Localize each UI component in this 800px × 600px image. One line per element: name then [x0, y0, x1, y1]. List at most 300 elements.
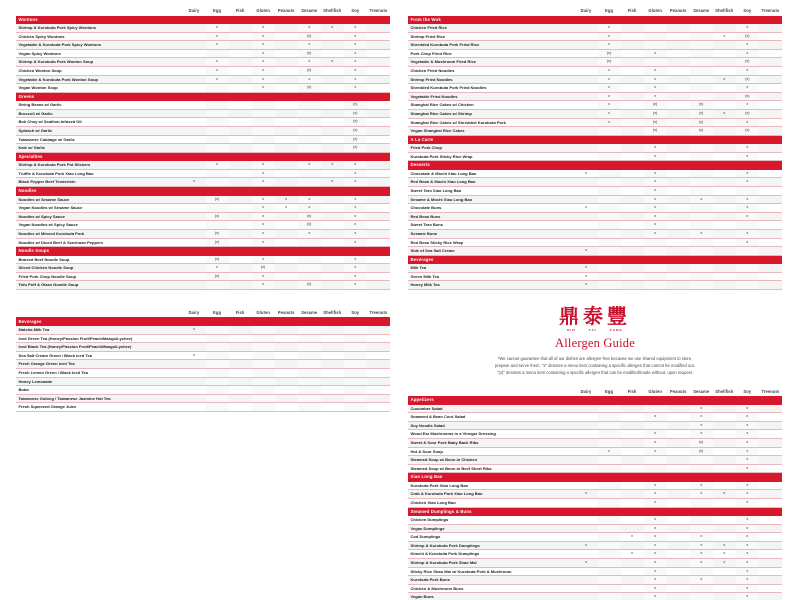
allergen-cell-soy: x	[736, 430, 759, 439]
allergen-cell-dairy	[574, 456, 597, 465]
menu-item-name: Vegetable & Kurobuta Pork Spicy Wontons	[16, 41, 182, 50]
allergen-cell-treenuts	[759, 195, 782, 204]
allergen-cell-shellfish	[713, 58, 736, 67]
menu-item-name: Shanghai Rice Cakes w/ Shredded Kurobuta Pork	[408, 118, 574, 127]
table-row	[408, 58, 782, 67]
allergen-table	[408, 387, 782, 600]
allergen-cell-sesame: x	[298, 161, 321, 169]
menu-item-name: Vegetable & Kurobuta Pork Wonton Soup	[16, 75, 182, 84]
menu-item-name: String Beans w/ Garlic	[16, 101, 182, 109]
allergen-cell-soy: x	[736, 152, 759, 161]
allergen-cell-peanuts	[275, 32, 298, 41]
allergen-cell-shellfish	[321, 66, 344, 75]
allergen-cell-soy	[344, 334, 367, 343]
allergen-cell-treenuts	[367, 386, 390, 395]
menu-item-name: Side of Sea Salt Cream	[408, 247, 574, 256]
allergen-cell-dairy	[574, 187, 597, 196]
allergen-cell-sesame	[690, 75, 713, 84]
allergen-cell-soy: (x)	[736, 109, 759, 118]
allergen-cell-peanuts	[667, 195, 690, 204]
allergen-cell-treenuts	[367, 161, 390, 169]
allergen-cell-gluten: x	[644, 430, 667, 439]
allergen-cell-treenuts	[367, 144, 390, 153]
section-title: Specialties	[16, 152, 390, 161]
column-header-shellfish: Shellfish	[713, 6, 736, 16]
allergen-cell-peanuts	[275, 118, 298, 127]
disclaimer-line-2: prepare and serve them. "x" denotes a menu item containing a specific allergen that cannot be modified out.	[495, 362, 695, 368]
menu-item-name: Fried Pork Chop	[408, 144, 574, 152]
table-body	[408, 16, 782, 290]
allergen-cell-gluten: x	[252, 229, 275, 238]
allergen-cell-egg: x	[206, 24, 229, 32]
menu-item-name: Shredded Kurobuta Pork Fried Noodles	[408, 84, 574, 93]
allergen-cell-egg	[598, 195, 621, 204]
allergen-cell-peanuts	[667, 559, 690, 568]
allergen-cell-gluten: x	[644, 550, 667, 559]
allergen-cell-soy: x	[344, 264, 367, 273]
allergen-cell-treenuts	[759, 58, 782, 67]
allergen-cell-sesame: (x)	[690, 109, 713, 118]
allergen-cell-treenuts	[367, 326, 390, 334]
allergen-cell-shellfish	[321, 394, 344, 403]
allergen-cell-sesame	[298, 144, 321, 153]
allergen-cell-gluten	[644, 464, 667, 473]
table-row	[16, 169, 390, 178]
allergen-cell-fish	[229, 377, 252, 386]
table-row	[408, 464, 782, 473]
table-row	[16, 204, 390, 213]
allergen-cell-egg	[206, 386, 229, 395]
allergen-cell-egg	[598, 559, 621, 568]
allergen-cell-peanuts	[667, 230, 690, 239]
allergen-cell-dairy	[574, 32, 597, 41]
allergen-cell-gluten: x	[644, 230, 667, 239]
allergen-cell-fish	[229, 394, 252, 403]
allergen-cell-treenuts	[759, 178, 782, 187]
menu-item-name: Vegan Shanghai Rice Cakes	[408, 127, 574, 136]
table-row	[16, 196, 390, 204]
allergen-cell-treenuts	[367, 281, 390, 290]
allergen-cell-shellfish	[713, 499, 736, 508]
allergen-cell-peanuts	[667, 550, 690, 559]
column-header-treenuts: Treenuts	[367, 6, 390, 16]
menu-item-name: Noodles w/ Minced Kurobuta Pork	[16, 229, 182, 238]
allergen-cell-dairy	[182, 238, 205, 247]
allergen-cell-peanuts	[275, 58, 298, 67]
table-row	[408, 212, 782, 221]
allergen-cell-sesame	[298, 178, 321, 187]
allergen-cell-gluten: x	[252, 212, 275, 221]
table-row	[16, 109, 390, 118]
allergen-cell-fish	[229, 238, 252, 247]
allergen-cell-gluten: x	[252, 66, 275, 75]
allergen-cell-gluten	[252, 144, 275, 153]
column-header-soy: Soy	[344, 308, 367, 318]
allergen-cell-gluten	[644, 24, 667, 32]
allergen-cell-sesame	[298, 238, 321, 247]
menu-item-name: Fresh Lemon Green / Black Iced Tea	[16, 368, 182, 377]
allergen-cell-fish	[621, 109, 644, 118]
table-row	[16, 84, 390, 93]
menu-item-name: Shanghai Rice Cakes w/ Shrimp	[408, 109, 574, 118]
allergen-cell-egg	[206, 368, 229, 377]
allergen-cell-egg: (x)	[206, 212, 229, 221]
allergen-cell-gluten	[644, 421, 667, 430]
menu-item-name: Kale w/ Garlic	[16, 144, 182, 153]
allergen-cell-dairy	[182, 264, 205, 273]
allergen-cell-treenuts	[759, 456, 782, 465]
allergen-cell-shellfish	[713, 66, 736, 75]
right-tables-top-container	[408, 6, 782, 290]
allergen-cell-egg	[598, 187, 621, 196]
allergen-cell-peanuts	[667, 66, 690, 75]
allergen-cell-treenuts	[367, 343, 390, 352]
allergen-cell-fish	[229, 144, 252, 153]
allergen-cell-egg: (x)	[598, 49, 621, 58]
allergen-cell-treenuts	[759, 221, 782, 230]
allergen-cell-egg: x	[598, 41, 621, 50]
menu-item-name: Truffle & Kurobuta Pork Xiao Long Bao	[16, 169, 182, 178]
menu-item-name: Sliced Chicken Noodle Soup	[16, 264, 182, 273]
allergen-cell-fish	[621, 413, 644, 422]
allergen-cell-gluten	[252, 326, 275, 334]
allergen-cell-soy: (x)	[344, 135, 367, 144]
table-row	[16, 272, 390, 281]
allergen-cell-dairy	[574, 499, 597, 508]
table-row	[16, 326, 390, 334]
allergen-cell-sesame	[298, 272, 321, 281]
allergen-cell-peanuts	[275, 256, 298, 264]
allergen-cell-peanuts	[275, 178, 298, 187]
menu-item-name: Sweet & Sour Pork Baby Back Ribs	[408, 438, 574, 447]
allergen-cell-soy: (x)	[344, 144, 367, 153]
allergen-cell-soy: x	[736, 533, 759, 542]
allergen-cell-egg: x	[598, 75, 621, 84]
allergen-cell-fish	[621, 92, 644, 101]
allergen-cell-fish	[229, 169, 252, 178]
logo-sub-tai: TAI	[588, 327, 597, 332]
table-row	[16, 394, 390, 403]
allergen-cell-peanuts	[275, 403, 298, 412]
allergen-cell-soy: x	[736, 178, 759, 187]
allergen-cell-fish	[229, 127, 252, 136]
allergen-cell-egg: x	[598, 109, 621, 118]
table-appetizers-xlb-dumplings	[408, 387, 782, 600]
allergen-cell-dairy	[182, 135, 205, 144]
din-tai-fung-logo-icon: 鼎泰豐	[559, 304, 631, 329]
allergen-cell-peanuts	[667, 567, 690, 576]
allergen-cell-soy	[344, 351, 367, 360]
allergen-cell-egg	[206, 360, 229, 369]
menu-item-name: Kimchi & Kurobuta Pork Dumplings	[408, 550, 574, 559]
table-row	[16, 221, 390, 230]
allergen-cell-sesame	[298, 326, 321, 334]
allergen-cell-egg	[598, 482, 621, 490]
allergen-cell-treenuts	[367, 118, 390, 127]
allergen-cell-dairy	[574, 118, 597, 127]
allergen-cell-dairy	[574, 550, 597, 559]
allergen-cell-shellfish	[713, 92, 736, 101]
allergen-cell-shellfish	[321, 229, 344, 238]
table-row	[408, 152, 782, 161]
allergen-cell-treenuts	[759, 490, 782, 499]
header-blank-cell	[408, 6, 574, 16]
allergen-cell-shellfish: x	[321, 161, 344, 169]
allergen-cell-dairy	[574, 430, 597, 439]
allergen-cell-shellfish	[713, 152, 736, 161]
allergen-cell-soy: (x)	[736, 58, 759, 67]
allergen-cell-fish	[621, 118, 644, 127]
allergen-cell-shellfish	[713, 430, 736, 439]
allergen-cell-egg	[598, 464, 621, 473]
section-title: Desserts	[408, 161, 782, 170]
table-row	[408, 593, 782, 600]
column-header-dairy: Dairy	[182, 6, 205, 16]
allergen-cell-soy: x	[736, 66, 759, 75]
allergen-cell-soy: x	[344, 221, 367, 230]
table-row	[408, 230, 782, 239]
allergen-cell-peanuts	[275, 75, 298, 84]
allergen-cell-soy	[344, 326, 367, 334]
section-header-row	[408, 135, 782, 144]
allergen-cell-dairy	[574, 92, 597, 101]
allergen-cell-treenuts	[759, 204, 782, 213]
section-header-row	[408, 255, 782, 264]
allergen-cell-gluten	[644, 32, 667, 41]
allergen-cell-treenuts	[367, 394, 390, 403]
allergen-cell-peanuts	[667, 170, 690, 178]
allergen-cell-fish	[621, 195, 644, 204]
allergen-cell-egg: x	[598, 32, 621, 41]
allergen-cell-treenuts	[759, 118, 782, 127]
table-row	[16, 334, 390, 343]
logo-sub-fung: FUNG	[609, 327, 623, 332]
allergen-cell-peanuts	[667, 576, 690, 585]
allergen-cell-shellfish	[713, 482, 736, 490]
allergen-cell-egg	[598, 264, 621, 272]
column-header-peanuts: Peanuts	[667, 6, 690, 16]
allergen-cell-fish	[621, 516, 644, 524]
allergen-cell-gluten: x	[644, 144, 667, 152]
allergen-cell-gluten: x	[252, 238, 275, 247]
allergen-cell-dairy	[574, 421, 597, 430]
allergen-cell-soy	[344, 386, 367, 395]
allergen-cell-fish	[621, 178, 644, 187]
allergen-cell-peanuts	[667, 101, 690, 110]
allergen-cell-gluten: x	[644, 567, 667, 576]
allergen-cell-fish	[621, 456, 644, 465]
table-row	[408, 127, 782, 136]
allergen-cell-sesame: x	[690, 421, 713, 430]
allergen-cell-shellfish: x	[321, 58, 344, 67]
allergen-cell-dairy: x	[574, 247, 597, 256]
allergen-cell-peanuts	[667, 541, 690, 550]
allergen-cell-gluten	[252, 118, 275, 127]
allergen-cell-soy: x	[736, 170, 759, 178]
allergen-cell-treenuts	[759, 541, 782, 550]
allergen-cell-fish	[621, 541, 644, 550]
allergen-cell-sesame: (x)	[690, 101, 713, 110]
allergen-cell-sesame	[690, 204, 713, 213]
allergen-cell-gluten: x	[252, 272, 275, 281]
allergen-cell-sesame: x	[690, 482, 713, 490]
allergen-cell-sesame: x	[690, 195, 713, 204]
allergen-cell-soy	[344, 394, 367, 403]
allergen-cell-dairy	[182, 109, 205, 118]
allergen-cell-shellfish	[713, 421, 736, 430]
allergen-cell-dairy	[574, 127, 597, 136]
allergen-cell-sesame	[690, 66, 713, 75]
section-header-row	[16, 152, 390, 161]
allergen-cell-sesame	[690, 464, 713, 473]
menu-item-name: Braised Beef Noodle Soup	[16, 256, 182, 264]
allergen-cell-soy: x	[344, 281, 367, 290]
allergen-cell-treenuts	[759, 24, 782, 32]
table-row	[408, 170, 782, 178]
allergen-cell-egg	[598, 516, 621, 524]
allergen-cell-peanuts	[275, 264, 298, 273]
allergen-cell-fish	[229, 264, 252, 273]
allergen-cell-peanuts	[667, 438, 690, 447]
section-title: A La Carte	[408, 135, 782, 144]
allergen-cell-fish	[621, 101, 644, 110]
allergen-cell-gluten: x	[252, 169, 275, 178]
allergen-cell-peanuts	[667, 178, 690, 187]
allergen-cell-treenuts	[759, 230, 782, 239]
table-row	[408, 41, 782, 50]
table-row	[408, 187, 782, 196]
allergen-cell-shellfish	[713, 281, 736, 290]
allergen-cell-gluten: x	[644, 438, 667, 447]
allergen-cell-sesame	[690, 281, 713, 290]
allergen-cell-dairy	[574, 212, 597, 221]
allergen-cell-egg	[206, 377, 229, 386]
allergen-cell-peanuts	[667, 264, 690, 272]
menu-item-name: Red Bean & Mochi Xiao Long Bao	[408, 178, 574, 187]
allergen-cell-dairy	[574, 41, 597, 50]
menu-item-name: Pork Chop Fried Rice	[408, 49, 574, 58]
allergen-cell-shellfish: x	[713, 559, 736, 568]
allergen-cell-dairy	[182, 66, 205, 75]
allergen-cell-gluten: (x)	[644, 118, 667, 127]
table-row	[408, 533, 782, 542]
allergen-cell-dairy	[182, 32, 205, 41]
allergen-cell-sesame: x	[690, 430, 713, 439]
allergen-cell-peanuts	[275, 386, 298, 395]
allergen-cell-shellfish	[321, 135, 344, 144]
allergen-cell-dairy	[182, 144, 205, 153]
allergen-cell-soy	[736, 281, 759, 290]
allergen-cell-peanuts	[667, 75, 690, 84]
table-row	[408, 101, 782, 110]
allergen-cell-dairy	[574, 195, 597, 204]
menu-item-name: Sea Salt Cream Green / Black Iced Tea	[16, 351, 182, 360]
allergen-cell-dairy	[574, 66, 597, 75]
allergen-cell-fish	[621, 482, 644, 490]
table-row	[408, 524, 782, 533]
allergen-cell-egg	[598, 204, 621, 213]
column-header-soy: Soy	[736, 6, 759, 16]
allergen-cell-peanuts	[275, 135, 298, 144]
allergen-cell-gluten: x	[252, 41, 275, 50]
allergen-cell-shellfish	[321, 360, 344, 369]
table-row	[408, 516, 782, 524]
allergen-cell-shellfish	[713, 127, 736, 136]
menu-item-name: Cod Dumplings	[408, 533, 574, 542]
allergen-cell-peanuts	[667, 456, 690, 465]
column-header-treenuts: Treenuts	[759, 6, 782, 16]
table-row	[16, 229, 390, 238]
table-row	[408, 109, 782, 118]
allergen-cell-dairy	[182, 49, 205, 58]
allergen-cell-peanuts	[667, 430, 690, 439]
allergen-cell-dairy	[182, 281, 205, 290]
allergen-cell-treenuts	[367, 272, 390, 281]
allergen-cell-sesame: x	[298, 204, 321, 213]
allergen-cell-gluten: x	[644, 447, 667, 456]
allergen-cell-dairy: x	[182, 178, 205, 187]
allergen-cell-sesame	[690, 567, 713, 576]
allergen-cell-treenuts	[759, 413, 782, 422]
allergen-cell-fish	[229, 368, 252, 377]
table-row	[408, 576, 782, 585]
table-row	[16, 360, 390, 369]
allergen-cell-treenuts	[759, 144, 782, 152]
allergen-cell-egg: (x)	[206, 196, 229, 204]
menu-item-name: Chicken Xiao Long Bao	[408, 499, 574, 508]
allergen-cell-peanuts	[667, 413, 690, 422]
allergen-cell-soy: x	[736, 238, 759, 247]
table-row	[408, 204, 782, 213]
allergen-cell-soy: (x)	[344, 101, 367, 109]
allergen-cell-egg: x	[598, 101, 621, 110]
allergen-cell-soy: (x)	[736, 127, 759, 136]
allergen-cell-soy: x	[736, 438, 759, 447]
right-column	[408, 6, 782, 600]
allergen-cell-treenuts	[367, 229, 390, 238]
allergen-cell-sesame	[298, 169, 321, 178]
allergen-cell-egg	[598, 144, 621, 152]
left-tables-container	[16, 6, 390, 412]
allergen-cell-shellfish	[713, 170, 736, 178]
menu-item-name: Vegan Noodles w/ Sesame Sauce	[16, 204, 182, 213]
table-row	[16, 256, 390, 264]
allergen-cell-shellfish	[713, 101, 736, 110]
allergen-cell-treenuts	[759, 41, 782, 50]
allergen-cell-fish	[621, 567, 644, 576]
allergen-cell-egg	[598, 576, 621, 585]
table-row	[16, 118, 390, 127]
allergen-cell-treenuts	[759, 127, 782, 136]
allergen-cell-gluten: x	[644, 221, 667, 230]
allergen-cell-gluten: x	[252, 256, 275, 264]
allergen-cell-dairy: x	[574, 541, 597, 550]
allergen-cell-soy: x	[344, 41, 367, 50]
allergen-cell-sesame	[298, 264, 321, 273]
allergen-cell-egg: (x)	[598, 58, 621, 67]
allergen-cell-shellfish	[321, 281, 344, 290]
allergen-cell-sesame	[690, 264, 713, 272]
allergen-cell-dairy	[574, 178, 597, 187]
allergen-cell-egg	[598, 170, 621, 178]
allergen-cell-treenuts	[759, 464, 782, 473]
allergen-cell-treenuts	[759, 438, 782, 447]
allergen-cell-shellfish: x	[713, 109, 736, 118]
allergen-cell-peanuts	[667, 421, 690, 430]
allergen-cell-peanuts	[667, 118, 690, 127]
allergen-cell-egg	[598, 456, 621, 465]
allergen-cell-fish	[621, 49, 644, 58]
